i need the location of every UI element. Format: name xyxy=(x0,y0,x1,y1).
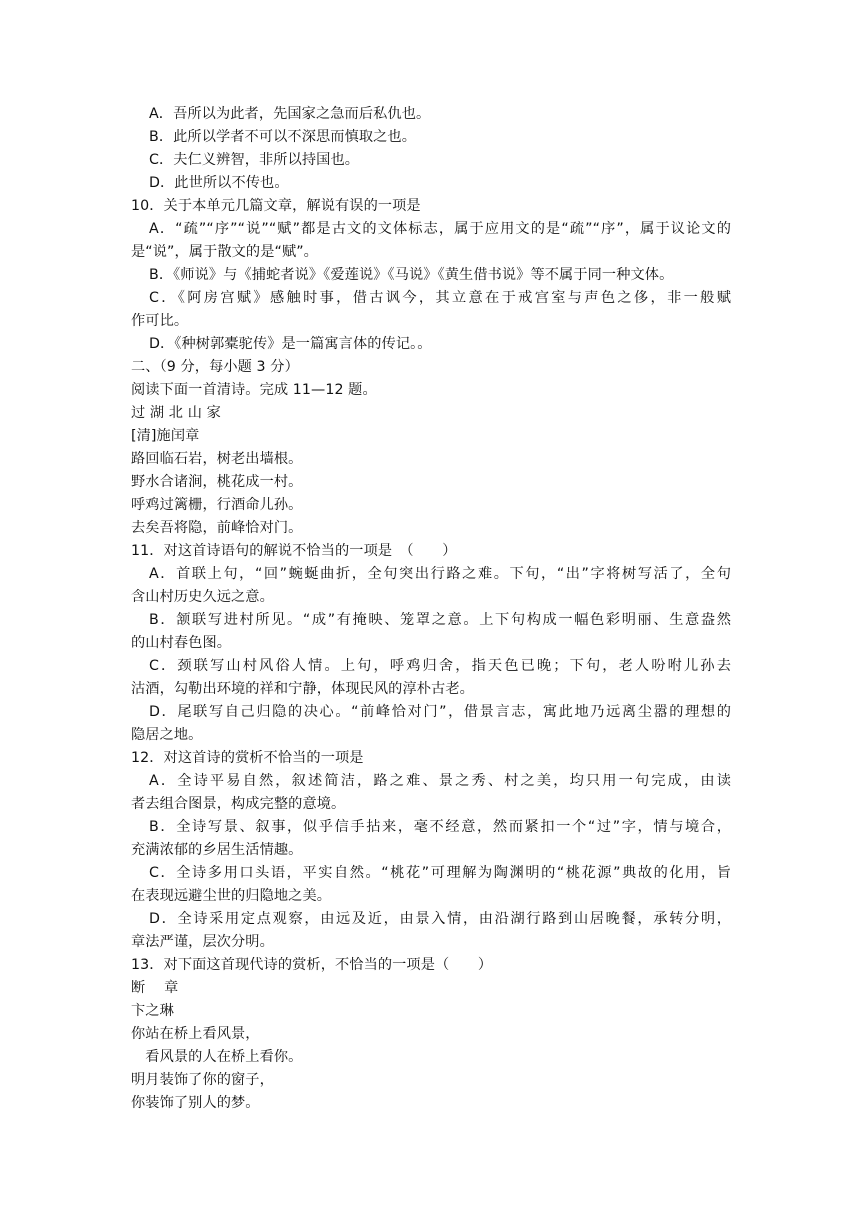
q9-option-a: A．吾所以为此者，先国家之急而后私仇也。 xyxy=(149,106,431,122)
modern-poem-line-2: 看风景的人在桥上看你。 xyxy=(131,1049,303,1065)
poem-author: [清]施闰章 xyxy=(131,428,200,444)
q10-option-a-cont: 是“说”，属于散文的是“赋”。 xyxy=(131,244,318,260)
question-10-stem: 10．关于本单元几篇文章，解说有误的一项是 xyxy=(131,198,421,214)
q11-option-a-cont: 含山村历史久远之意。 xyxy=(131,589,274,605)
question-13-stem: 13．对下面这首现代诗的赏析，不恰当的一项是（ ） xyxy=(131,957,493,973)
q9-option-c: C．夫仁义辨智，非所以持国也。 xyxy=(149,152,360,168)
q10-option-a: A．“疏”“序”“说”“赋”都是古文的文体标志，属于应用文的是“疏”“序”，属于议论文的 xyxy=(149,221,731,237)
modern-poem-line-4: 你装饰了别人的梦。 xyxy=(131,1095,260,1111)
section-2-heading: 二、（9 分，每小题 3 分） xyxy=(131,359,299,375)
q10-option-c: C．《阿房宫赋》感触时事，借古讽今，其立意在于戒宫室与声色之侈，非一般赋 xyxy=(149,290,731,306)
question-11-stem: 11．对这首诗语句的解说不恰当的一项是 （ ） xyxy=(131,543,457,559)
q12-option-c-cont: 在表现远避尘世的归隐地之美。 xyxy=(131,888,332,904)
q12-option-b-cont: 充满浓郁的乡居生活情趣。 xyxy=(131,842,303,858)
q11-option-b-cont: 的山村春色图。 xyxy=(131,635,232,651)
modern-poem-line-3: 明月装饰了你的窗子， xyxy=(131,1072,274,1088)
modern-poem-line-1: 你站在桥上看风景， xyxy=(131,1026,260,1042)
q11-option-c-cont: 沽酒，勾勒出环境的祥和宁静，体现民风的淳朴古老。 xyxy=(131,681,474,697)
q12-option-c: C．全诗多用口头语，平实自然。“桃花”可理解为陶渊明的“桃花源”典故的化用，旨 xyxy=(149,865,731,881)
q9-option-b: B．此所以学者不可以不深思而慎取之也。 xyxy=(149,129,417,145)
q10-option-d: D．《种树郭橐驼传》是一篇寓言体的传记。。 xyxy=(149,336,432,352)
q12-option-b: B．全诗写景、叙事，似乎信手拈来，毫不经意，然而紧扣一个“过”字，情与境合， xyxy=(149,819,731,835)
q11-option-a: A．首联上句，“回”蜿蜒曲折，全句突出行路之难。下句，“出”字将树写活了，全句 xyxy=(149,566,731,582)
q12-option-a: A．全诗平易自然，叙述简洁，路之难、景之秀、村之美，均只用一句完成，由读 xyxy=(149,773,731,789)
modern-poem-title: 断 章 xyxy=(131,980,179,996)
modern-poem-author: 卞之琳 xyxy=(131,1003,174,1019)
q11-option-d: D．尾联写自己归隐的决心。“前峰恰对门”，借景言志，寓此地乃远离尘嚣的理想的 xyxy=(149,704,731,720)
q11-option-d-cont: 隐居之地。 xyxy=(131,727,203,743)
poem-line-4: 去矣吾将隐，前峰恰对门。 xyxy=(131,520,303,536)
q12-option-a-cont: 者去组合图景，构成完整的意境。 xyxy=(131,796,346,812)
q10-option-c-cont: 作可比。 xyxy=(131,313,189,329)
q12-option-d-cont: 章法严谨，层次分明。 xyxy=(131,934,274,950)
poem-line-3: 呼鸡过篱栅，行酒命儿孙。 xyxy=(131,497,303,513)
question-12-stem: 12．对这首诗的赏析不恰当的一项是 xyxy=(131,750,364,766)
q10-option-b: B．《师说》与《捕蛇者说》《爱莲说》《马说》《黄生借书说》等不属于同一种文体。 xyxy=(149,267,674,283)
poem-title: 过 湖 北 山 家 xyxy=(131,405,221,421)
q11-option-b: B．颔联写进村所见。“成”有掩映、笼罩之意。上下句构成一幅色彩明丽、生意盎然 xyxy=(149,612,731,628)
q12-option-d: D．全诗采用定点观察，由远及近，由景入情，由沿湖行路到山居晚餐，承转分明， xyxy=(149,911,731,927)
poem-line-2: 野水合诸涧，桃花成一村。 xyxy=(131,474,303,490)
q11-option-c: C．颈联写山村风俗人情。上句，呼鸡归舍，指天色已晚；下句，老人吩咐儿孙去 xyxy=(149,658,731,674)
reading-instruction: 阅读下面一首清诗。完成 11—12 题。 xyxy=(131,382,377,398)
poem-line-1: 路回临石岩，树老出墙根。 xyxy=(131,451,303,467)
q9-option-d: D．此世所以不传也。 xyxy=(149,175,289,191)
